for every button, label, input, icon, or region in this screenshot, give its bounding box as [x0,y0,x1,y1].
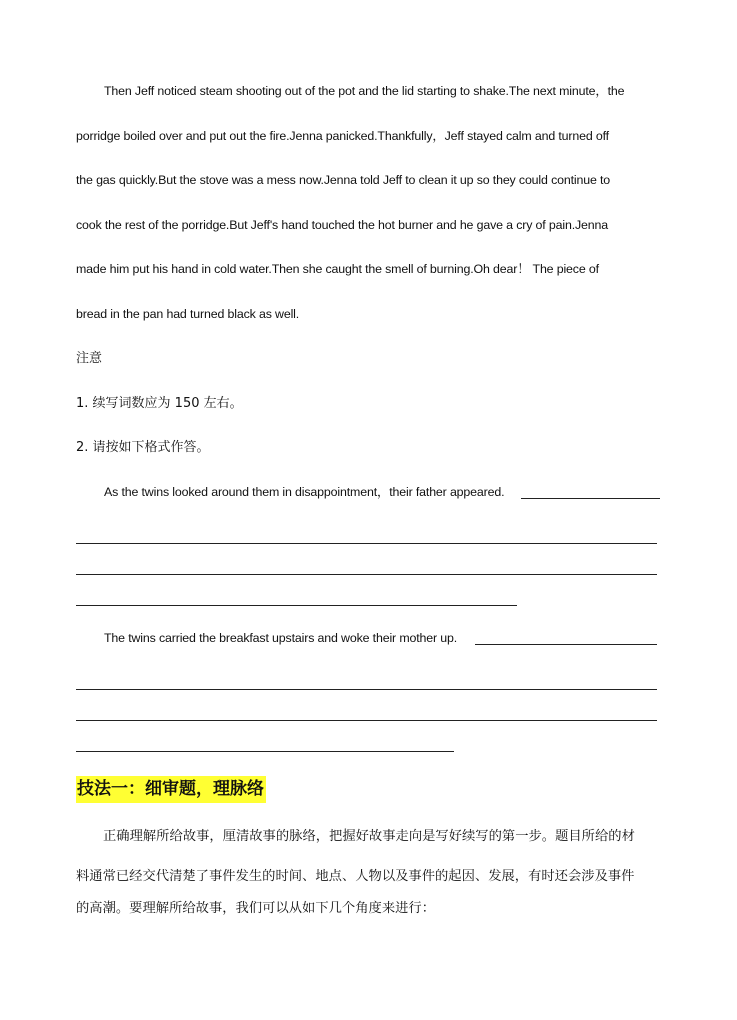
story-paragraph [76,69,666,337]
section-body-line-3: 的高潮。要理解所给故事，我们可以从如下几个角度来进行： [76,901,436,916]
notes-item-1: 1. 续写词数应为 150 左右。 [76,396,243,411]
notes-item-2: 2. 请按如下格式作答。 [76,440,210,455]
answer-line [76,605,517,606]
section-body-line-2: 料通常已经交代清楚了事件发生的时间、地点、人物以及事件的起因、发展，有时还会涉及事件 [76,869,635,884]
prompt-paragraph-2: The twins carried the breakfast upstairs and woke their mother up. [104,631,458,645]
story-line-1: Then Jeff noticed steam shooting out of the pot and the lid starting to shake.The next minute，the [104,84,625,98]
section-body [76,817,666,921]
answer-line [76,543,657,544]
story-line-4: cook the rest of the porridge.But Jeff's hand touched the hot burner and he gave a cry of pain.Jenna [76,217,609,232]
section-heading: 技法一：细审题，理脉络 [76,776,266,803]
prompt-paragraph-1: As the twins looked around them in disappointment，their father appeared. [104,485,505,499]
story-line-6: bread in the pan had turned black as well. [76,306,300,321]
answer-line [76,751,454,752]
answer-line [76,574,657,575]
answer-line [521,498,660,499]
answer-line [76,689,657,690]
story-line-5: made him put his hand in cold water.Then she caught the smell of burning.Oh dear！ The piece of [76,262,599,277]
notes-title: 注意 [76,351,103,366]
answer-line [76,720,657,721]
story-line-2: porridge boiled over and put out the fire.Jenna panicked.Thankfully，Jeff stayed calm and turned off [76,128,609,143]
story-line-3: the gas quickly.But the stove was a mess now.Jenna told Jeff to clean it up so they could continue to [76,173,611,188]
answer-line [475,644,657,645]
section-body-line-1: 正确理解所给故事，厘清故事的脉络，把握好故事走向是写好续写的第一步。题目所给的材 [103,829,635,844]
